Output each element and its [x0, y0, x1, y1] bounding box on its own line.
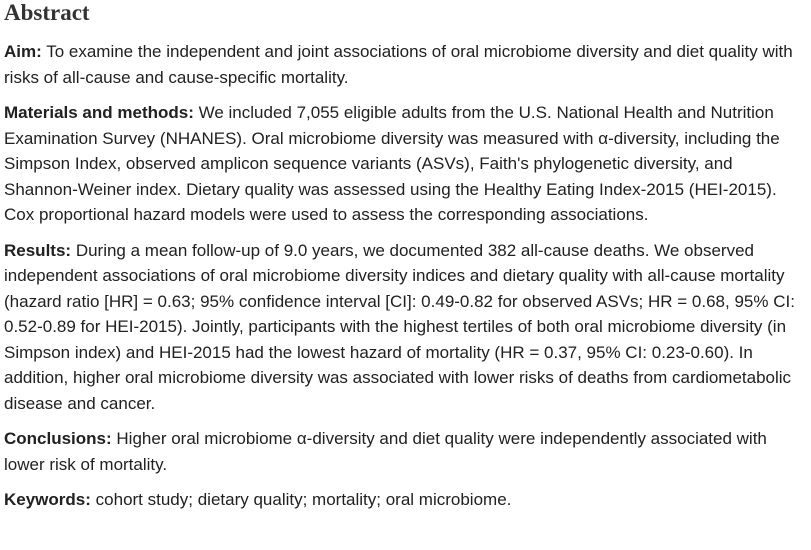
methods-paragraph [4, 100, 809, 228]
methods-text: We included 7,055 eligible adults from the U.S. National Health and Nutrition Examination Survey (NHANES). Oral microbiome diversity was measured with α-diversity, including the Simpson Index, observed amplicon sequence variants (ASVs), Faith's phylogenetic diversity, and Shannon-Weiner index. Dietary quality was assessed using the Healthy Eating Index-2015 (HEI-2015). Cox proportional hazard models were used to assess the corresponding associations. [4, 103, 780, 224]
abstract-section [4, 0, 809, 513]
abstract-heading: Abstract [4, 0, 90, 25]
conclusions-label: Conclusions: [4, 429, 112, 448]
results-text: During a mean follow-up of 9.0 years, we documented 382 all-cause deaths. We observed independent associations of oral microbiome diversity indices and dietary quality with all-cause mortality (hazard ratio [HR] = 0.63; 95% confidence interval [CI]: 0.49-0.82 for observed ASVs; HR = 0.68, 95% CI: 0.52-0.89 for HEI-2015). Jointly, participants with the highest tertiles of both oral microbiome diversity (in Simpson index) and HEI-2015 had the lowest hazard of mortality (HR = 0.37, 95% CI: 0.23-0.60). In addition, higher oral microbiome diversity was associated with lower risks of deaths from cardiometabolic disease and cancer. [4, 240, 795, 413]
results-label: Results: [4, 240, 72, 260]
keywords-paragraph [4, 487, 809, 513]
keywords-label: Keywords: [4, 490, 91, 509]
conclusions-paragraph [4, 426, 809, 477]
aim-text: To examine the independent and joint associations of oral microbiome diversity and diet quality with risks of all-cause and cause-specific mortality. [4, 42, 793, 87]
keywords-text: cohort study; dietary quality; mortality; oral microbiome. [95, 490, 512, 509]
methods-label: Materials and methods: [4, 103, 194, 122]
results-paragraph [4, 238, 809, 417]
conclusions-text: Higher oral microbiome α-diversity and diet quality were independently associated with lower risk of mortality. [4, 429, 767, 474]
aim-paragraph [4, 39, 809, 90]
aim-label: Aim: [4, 42, 42, 61]
